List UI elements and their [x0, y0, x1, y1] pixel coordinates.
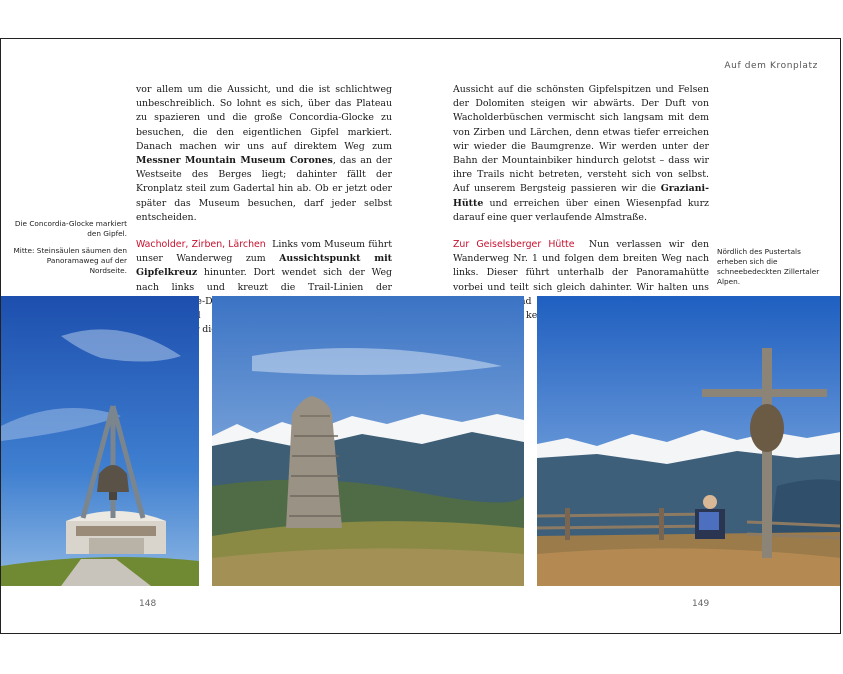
- running-head: Auf dem Kronplatz: [724, 61, 818, 71]
- right-paragraph-1: Aussicht auf die schönsten Gipfelspitzen und Felsen der Dolomiten steigen wir abwärts. Der Duft von Wacholderbüschen vermischt sich langsam mit dem von Zirben und Lärchen, denn etwas tiefer erreichen wir wieder die Baumgrenze. Wir werden unter der Bahn der Mountainbiker hindurch gelotst – dass wir ihre Trails nicht betreten, versteht sich von selbst. Auf unserem Bergsteig passieren wir die Graziani-Hütte und erreichen über einen Wiesenpfad kurz darauf eine quer verlaufende Almstraße.: [453, 84, 709, 223]
- left-captions: [9, 219, 127, 283]
- photo-summit-cross: [537, 296, 841, 586]
- caption: Nördlich des Pustertals erheben sich die schneebedeckten Zillertaler Alpen.: [717, 247, 820, 286]
- right-captions: [717, 247, 832, 294]
- bold-term: Messner Mountain Museum Corones: [136, 155, 333, 167]
- left-paragraph-2: Wacholder, Zirben, Lärchen Links vom Museum führt unser Wanderweg zum Aussichtspunkt mit Gipfelkreuz hinunter. Dort wendet sich der Weg nach links und kreuzt die Trail-Linien der die: [136, 239, 392, 336]
- caption: Die Concordia-Glocke markiert den Gipfel.: [14, 219, 127, 238]
- caption: Mitte: Steinsäulen säumen den Panoramaweg auf der Nordseite.: [13, 246, 127, 275]
- section-heading: Wacholder, Zirben, Lärchen: [136, 239, 266, 251]
- photo-concordia-bell: [1, 296, 199, 586]
- left-paragraph-1: vor allem um die Aussicht, und die ist schlichtweg unbeschreiblich. So lohnt es sich, über das Plateau zu spazieren und die große Concordia-Glocke zu besuchen, die den eigentlichen Gipfel markiert. Danach machen wir uns auf direktem Weg zum Messner Mountain Museum Corones, das an der Westseite des Berges liegt; dahinter fällt der Kronplatz steil zum Gadertal hin ab. Ob er jetzt oder später das Museum besuchen, darf jeder selbst entscheiden.: [136, 84, 393, 223]
- bold-term: Aussichtspunkt mit Gipfelkreuz: [136, 253, 392, 279]
- page-number-right: 149: [692, 599, 710, 609]
- right-paragraph-2: Zur Geiselsberger Hütte Nun verlassen wir den Wanderweg Nr. 1 und folgen dem breiten Weg nach links. Dieser führt unterhalb der Panoramahütte vorbei und teilt sich gleich dahinter. Wir halten uns kein: [453, 239, 709, 322]
- section-heading: Zur Geiselsberger Hütte: [453, 239, 575, 251]
- bold-term: Graziani-Hütte: [453, 183, 709, 209]
- page-number-left: 148: [139, 599, 157, 609]
- book-spread: [0, 38, 841, 634]
- photo-stone-column: [212, 296, 524, 586]
- right-text-column: [453, 83, 709, 323]
